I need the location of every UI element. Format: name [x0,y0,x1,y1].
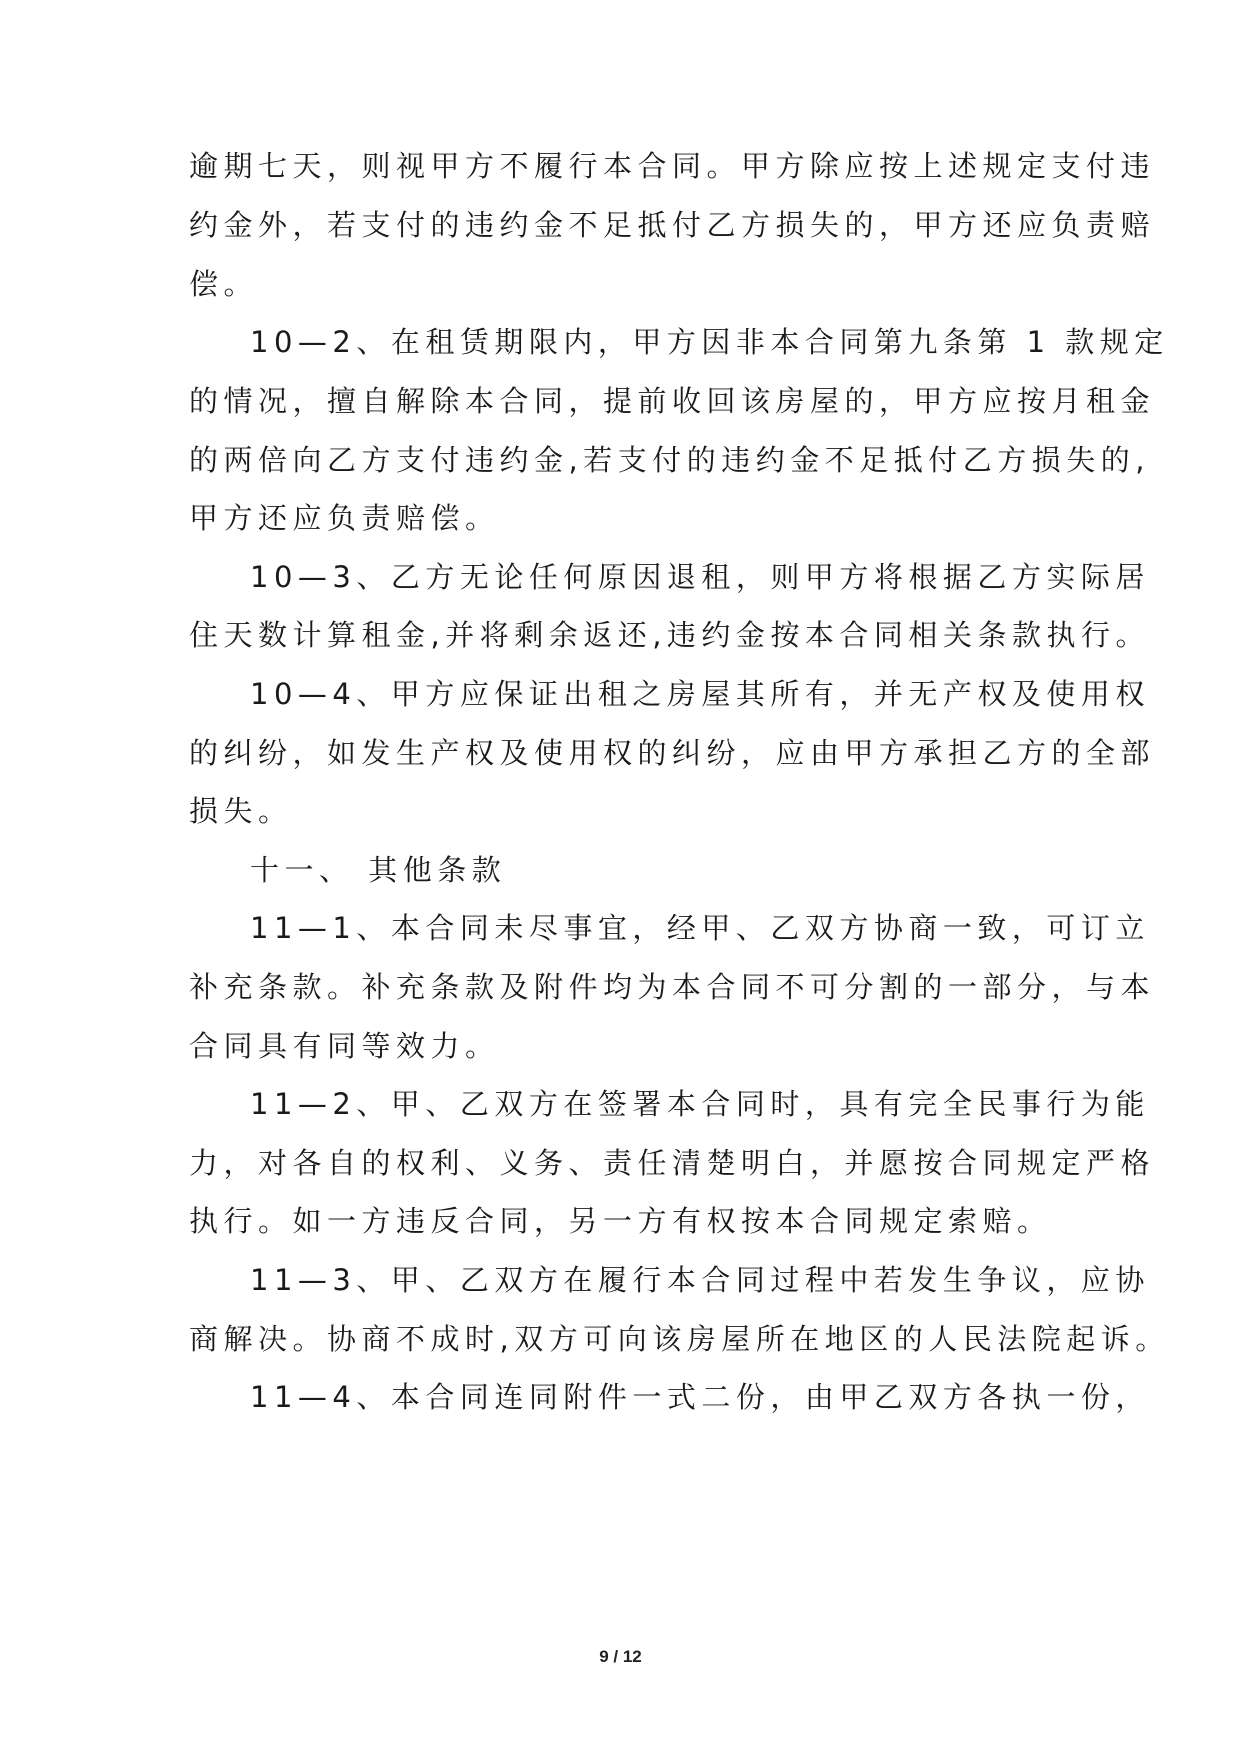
text-line: 执行。如一方违反合同，另一方有权按本合同规定索赔。 [189,1204,1052,1238]
text-line: 损失。 [189,794,293,828]
text-line: 逾期七天，则视甲方不履行本合同。甲方除应按上述规定支付违 [189,149,1156,183]
text-line: 10—2、在租赁期限内，甲方因非本合同第九条第 1 款规定 [250,325,1169,359]
text-line: 力，对各自的权利、义务、责任清楚明白，并愿按合同规定严格 [189,1146,1156,1180]
section-heading: 十一、 其他条款 [250,853,507,887]
text-line: 合同具有同等效力。 [189,1029,500,1063]
text-line: 10—3、乙方无论任何原因退租，则甲方将根据乙方实际居 [250,560,1150,594]
text-line: 的纠纷，如发生产权及使用权的纠纷，应由甲方承担乙方的全部 [189,736,1156,770]
text-line: 住天数计算租金,并将剩余返还,违约金按本合同相关条款执行。 [189,618,1150,652]
page-number: 9 / 12 [599,1647,642,1666]
text-line: 11—4、本合同连同附件一式二份，由甲乙双方各执一份， [250,1380,1150,1414]
text-line: 的情况，擅自解除本合同，提前收回该房屋的，甲方应按月租金 [189,384,1156,418]
text-line: 偿。 [189,267,259,301]
text-line: 11—3、甲、乙双方在履行本合同过程中若发生争议，应协 [250,1263,1150,1297]
text-line: 的两倍向乙方支付违约金,若支付的违约金不足抵付乙方损失的, [189,443,1150,477]
text-line: 11—2、甲、乙双方在签署本合同时，具有完全民事行为能 [250,1087,1150,1121]
text-line: 11—1、本合同未尽事宜，经甲、乙双方协商一致，可订立 [250,911,1150,945]
text-line: 甲方还应负责赔偿。 [189,501,500,535]
text-line: 约金外，若支付的违约金不足抵付乙方损失的，甲方还应负责赔 [189,208,1156,242]
text-line: 补充条款。补充条款及附件均为本合同不可分割的一部分，与本 [189,970,1156,1004]
text-line: 10—4、甲方应保证出租之房屋其所有，并无产权及使用权 [250,677,1150,711]
text-line: 商解决。协商不成时,双方可向该房屋所在地区的人民法院起诉。 [189,1322,1170,1356]
